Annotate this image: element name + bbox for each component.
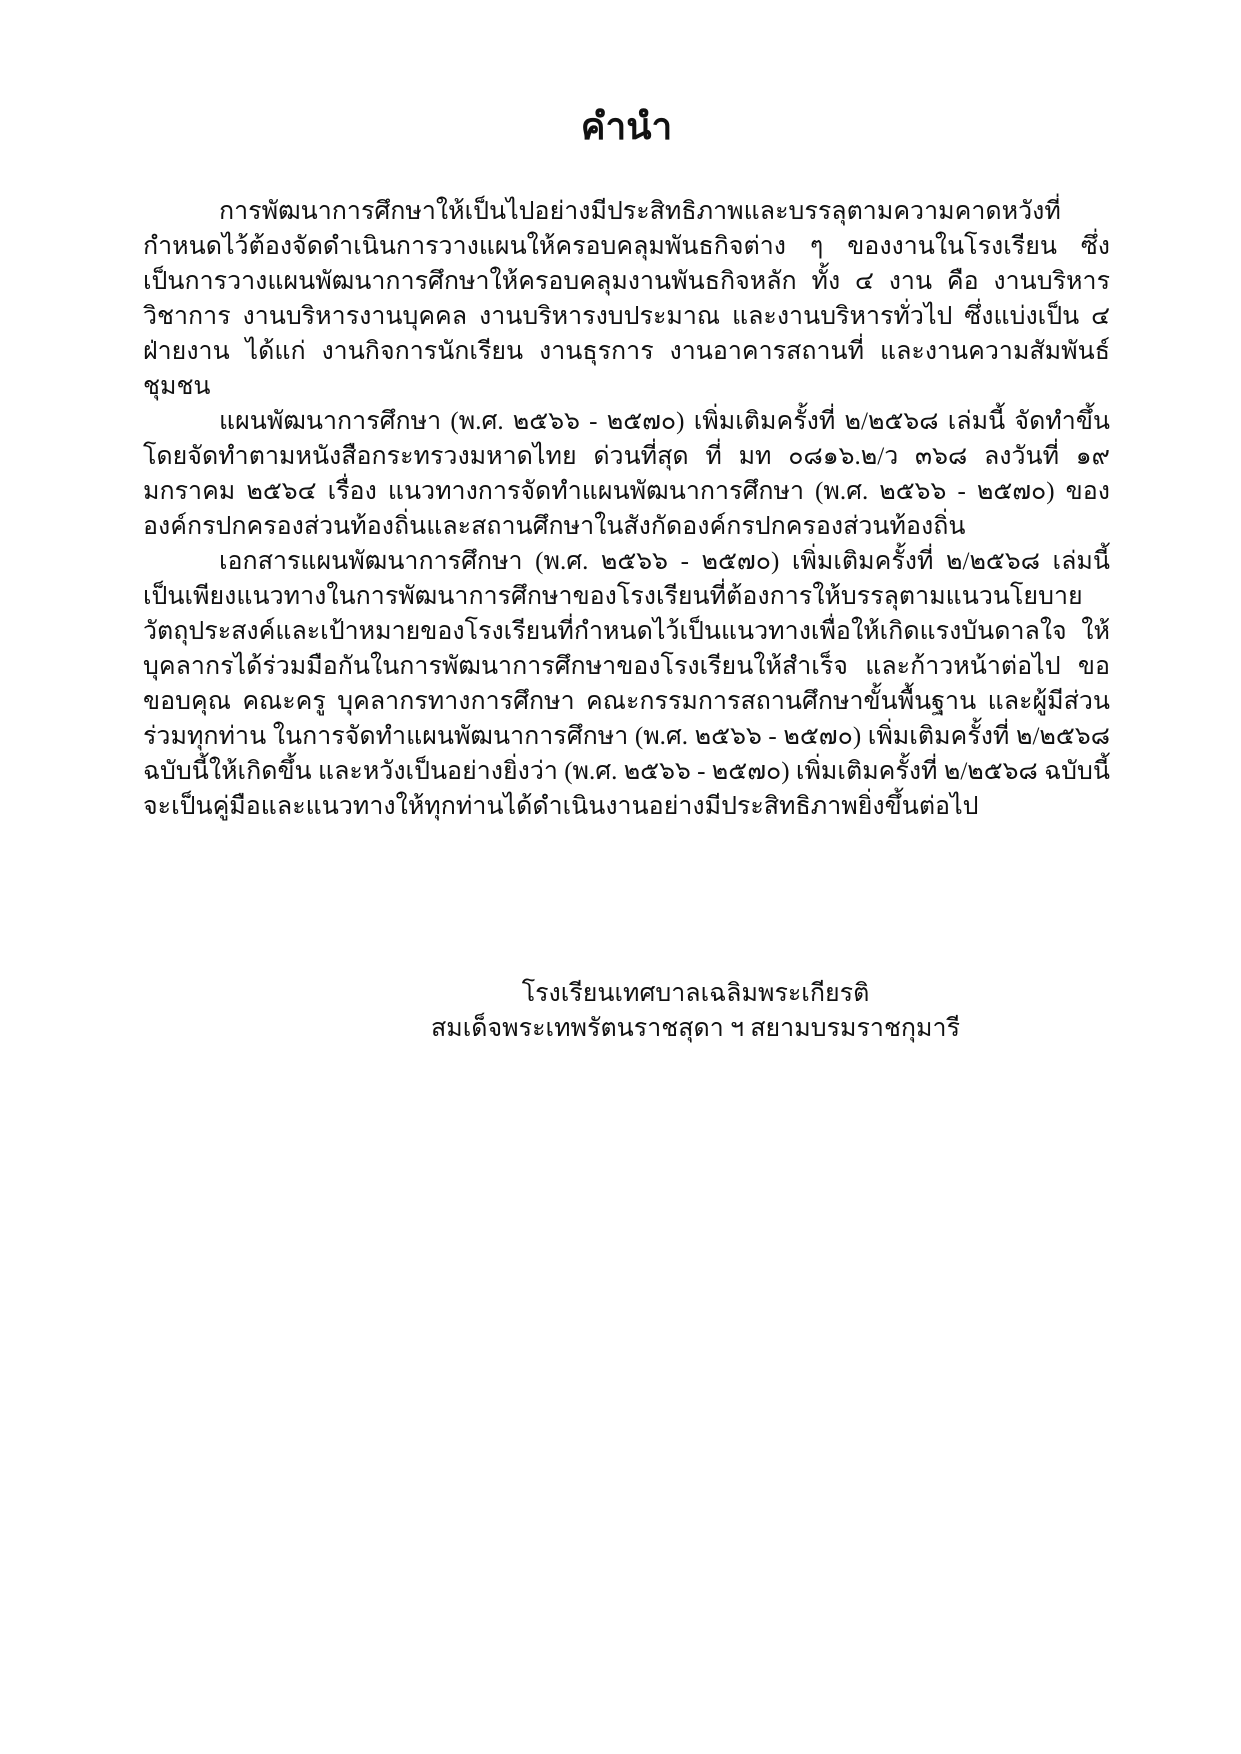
paragraph-3: เอกสารแผนพัฒนาการศึกษา (พ.ศ. ๒๕๖๖ - ๒๕๗๐) เพิ่มเติมครั้งที่ ๒/๒๕๖๘ เล่มนี้ เป็นเพียงแนวทางในการพัฒนาการศึกษาของโรงเรียนที่ต้องการให้บรรลุตามแนวนโยบาย วัตถุประสงค์และเป้าหมายของโรงเรียนที่กำหนดไว้เป็นแนวทางเพื่อให้เกิดแรงบันดาลใจ ให้บุคลากรได้ร่วมมือกันในการพัฒนาการศึกษาของโรงเรียนให้สำเร็จ และก้าวหน้าต่อไป ขอขอบคุณ คณะครู บุคลากรทางการศึกษา คณะกรรมการสถานศึกษาขั้นพื้นฐาน และผู้มีส่วนร่วมทุกท่าน ในการจัดทำแผนพัฒนาการศึกษา (พ.ศ. ๒๕๖๖ - ๒๕๗๐) เพิ่มเติมครั้งที่ ๒/๒๕๖๘ ฉบับนี้ให้เกิดขึ้น และหวังเป็นอย่างยิ่งว่า (พ.ศ. ๒๕๖๖ - ๒๕๗๐) เพิ่มเติมครั้งที่ ๒/๒๕๖๘ ฉบับนี้ จะเป็นคู่มือและแนวทางให้ทุกท่านได้ดำเนินงานอย่างมีประสิทธิภาพยิ่งขึ้นต่อไป: [143, 548, 1110, 821]
page-title: คำนำ: [580, 107, 673, 148]
paragraph-2: แผนพัฒนาการศึกษา (พ.ศ. ๒๕๖๖ - ๒๕๗๐) เพิ่มเติมครั้งที่ ๒/๒๕๖๘ เล่มนี้ จัดทำขึ้น โดยจัดทำตามหนังสือกระทรวงมหาดไทย ด่วนที่สุด ที่ มท ๐๘๑๖.๒/ว ๓๖๘ ลงวันที่ ๑๙ มกราคม ๒๕๖๔ เรื่อง แนวทางการจัดทำแผนพัฒนาการศึกษา (พ.ศ. ๒๕๖๖ - ๒๕๗๐) ขององค์กรปกครองส่วนท้องถิ่นและสถานศึกษาในสังกัดองค์กรปกครองส่วนท้องถิ่น: [143, 408, 1110, 541]
signature-block: [431, 976, 960, 1046]
signature-school-name-line2: สมเด็จพระเทพรัตนราชสุดา ฯ สยามบรมราชกุมารี: [431, 1015, 960, 1043]
signature-school-name: โรงเรียนเทศบาลเฉลิมพระเกียรติ: [521, 980, 870, 1008]
paragraph-1: การพัฒนาการศึกษาให้เป็นไปอย่างมีประสิทธิภาพและบรรลุตามความคาดหวังที่กำหนดไว้ต้องจัดดำเนินการวางแผนให้ครอบคลุมพันธกิจต่าง ๆ ของงานในโรงเรียน ซึ่งเป็นการวางแผนพัฒนาการศึกษาให้ครอบคลุมงานพันธกิจหลัก ทั้ง ๔ งาน คือ งานบริหารวิชาการ งานบริหารงานบุคคล งานบริหารงบประมาณ และงานบริหารทั่วไป ซึ่งแบ่งเป็น ๔ ฝ่ายงาน ได้แก่ งานกิจการนักเรียน งานธุรการ งานอาคารสถานที่ และงานความสัมพันธ์ชุมชน: [143, 198, 1110, 401]
